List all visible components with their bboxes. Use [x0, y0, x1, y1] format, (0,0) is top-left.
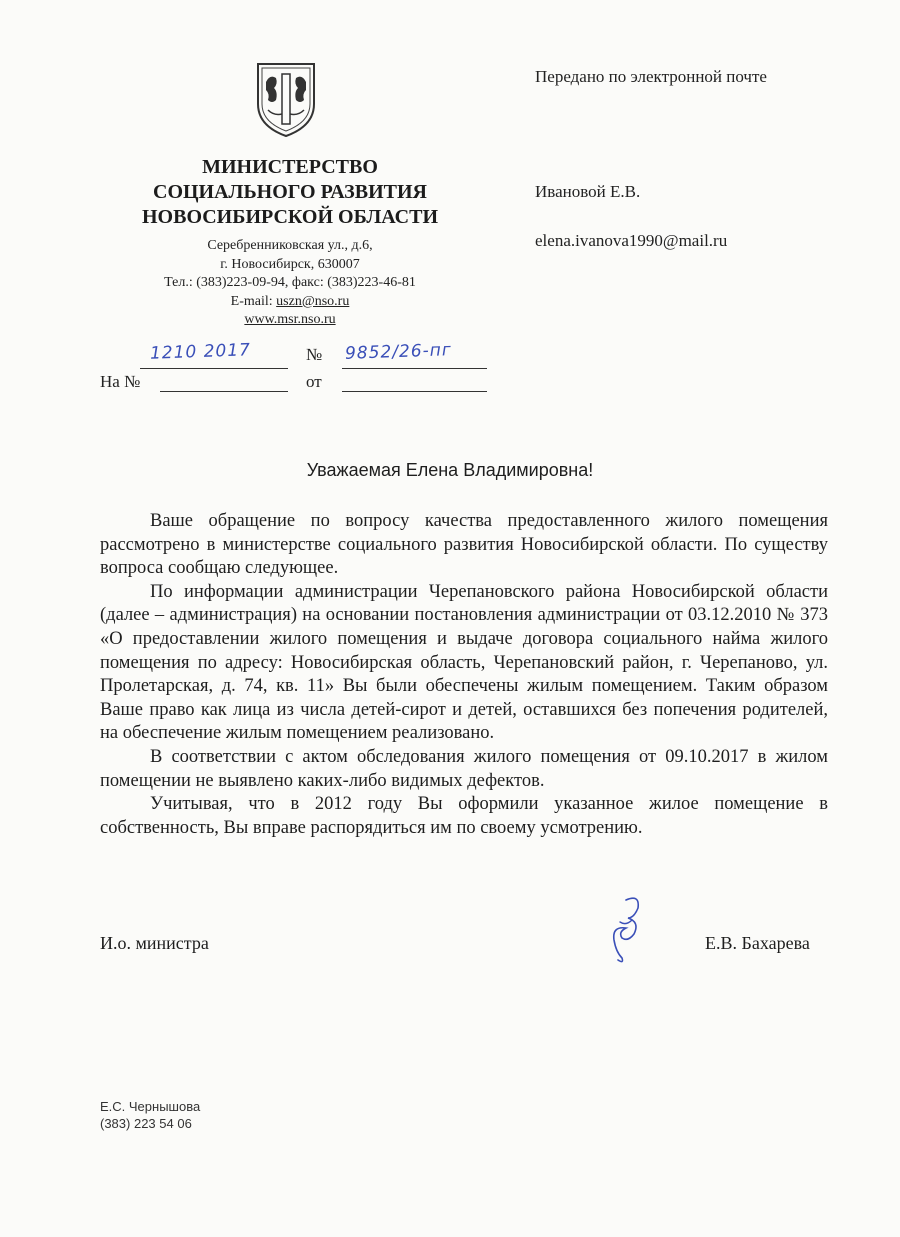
ref-underline [160, 391, 288, 392]
email-link[interactable]: uszn@nso.ru [276, 293, 350, 309]
recipient-email: elena.ivanova1990@mail.ru [535, 231, 728, 250]
greeting: Уважаемая Елена Владимировна! [306, 460, 594, 480]
address-line-1: Серебренниковская ул., д.6, [207, 238, 373, 253]
recipient-name: Ивановой Е.В. [535, 182, 641, 201]
executor-info [100, 1098, 200, 1132]
number-label: № [306, 345, 323, 364]
executor-name: Е.С. Чернышова [100, 1099, 201, 1114]
org-line-2: СОЦИАЛЬНОГО РАЗВИТИЯ [153, 181, 427, 203]
email-prefix: E-mail: [230, 293, 277, 309]
date-underline [140, 368, 288, 369]
delivery-note: Передано по электронной почте [535, 67, 767, 86]
website-link[interactable]: www.msr.nso.ru [244, 312, 336, 327]
paragraph-4: Учитывая, что в 2012 году Вы оформили указанное жилое помещение в собственность, Вы вправе распорядиться им по своему усмотрению. [100, 794, 828, 838]
organization-contacts [120, 237, 460, 330]
phone-line: Тел.: (383)223-09-94, факс: (383)223-46-81 [164, 275, 416, 290]
org-line-3: НОВОСИБИРСКОЙ ОБЛАСТИ [141, 206, 439, 228]
paragraph-1: Ваше обращение по вопросу качества предоставленного жилого помещения рассмотрено в министерстве социального развития Новосибирской области. По существу вопроса сообщаю следующее. [100, 511, 828, 579]
ref-label: На № [100, 372, 141, 391]
from-underline [342, 391, 487, 392]
handwritten-number: 9852/26-пг [344, 340, 453, 364]
org-line-1: МИНИСТЕРСТВО [202, 156, 378, 178]
executor-phone: (383) 223 54 06 [100, 1116, 192, 1131]
handwritten-date: 1210 2017 [149, 340, 252, 364]
email-line [120, 293, 460, 312]
number-underline [342, 368, 487, 369]
handwritten-signature-icon [596, 892, 656, 972]
letter-body [100, 510, 828, 840]
signatory-name: Е.В. Бахарева [705, 933, 810, 953]
paragraph-2: По информации администрации Черепановского района Новосибирской области (далее – администрация) на основании постановления администрации от 03.12.2010 № 373 «О предоставлении жилого помещения и выдаче договора социального найма жилого помещения по адресу: Новосибирская область, Черепановский район, г. Черепаново, ул. Пролетарская, д. 74, кв. 11» Вы были обеспечены жилым помещением. Таким образом Ваше право как лица из числа детей-сирот и детей, оставшихся без попечения родителей, на обеспечение жилым помещением реализовано. [100, 581, 828, 744]
address-line-2: г. Новосибирск, 630007 [220, 256, 360, 272]
coat-of-arms-icon [254, 60, 318, 138]
paragraph-3: В соответствии с актом обследования жилого помещения от 09.10.2017 в жилом помещении не выявлено каких-либо видимых дефектов. [100, 746, 828, 791]
organization-name [120, 155, 460, 230]
from-label: от [306, 372, 322, 391]
signatory-title: И.о. министра [100, 933, 209, 953]
